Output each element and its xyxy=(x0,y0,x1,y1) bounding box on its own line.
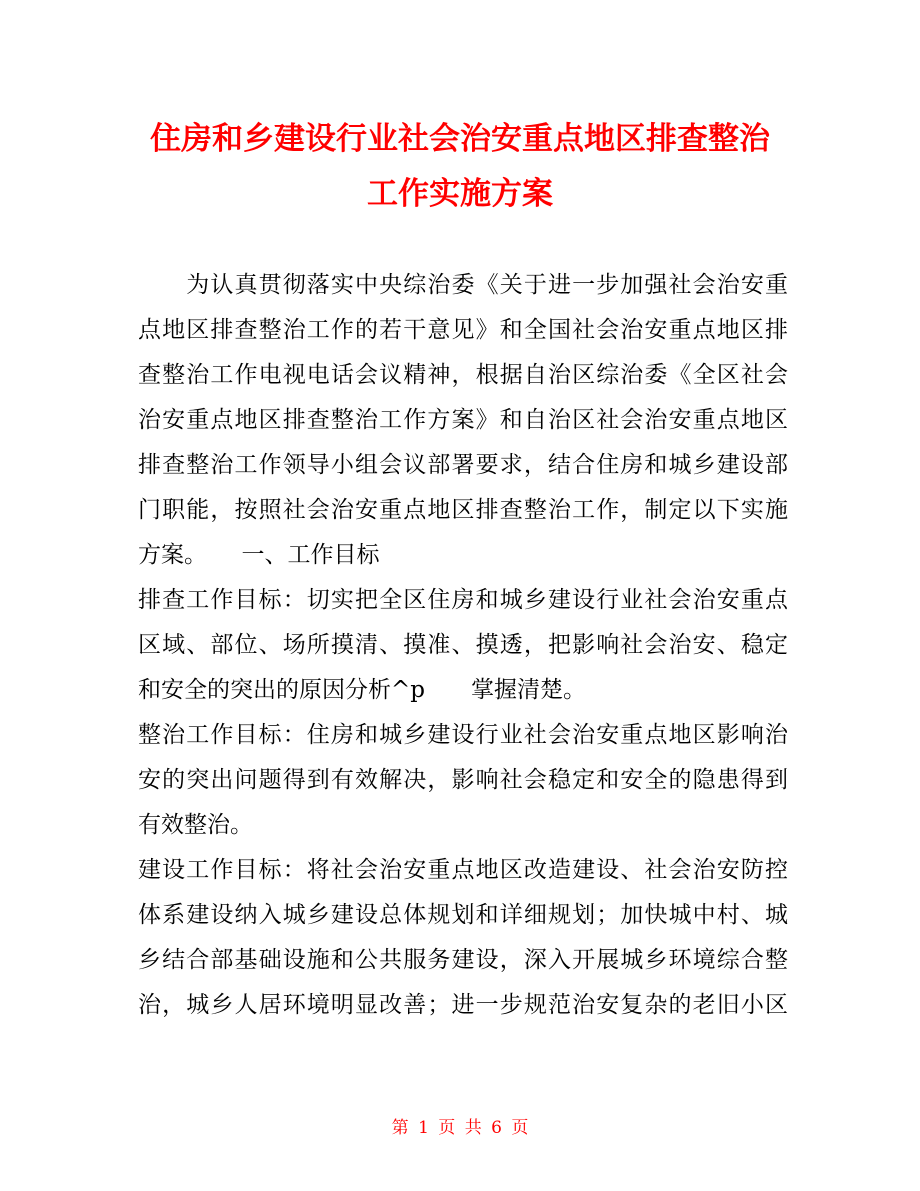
body-line: 排查工作目标：切实把全区住房和城乡建设行业社会治安重点 xyxy=(138,587,788,613)
page-number-footer: 第 1 页 共 6 页 xyxy=(391,1118,529,1138)
body-line: 治，城乡人居环境明显改善；进一步规范治安复杂的老旧小区 xyxy=(138,992,788,1018)
body-line: 点地区排查整治工作的若干意见》和全国社会治安重点地区排 xyxy=(138,317,788,343)
body-line: 治安重点地区排查整治工作方案》和自治区社会治安重点地区 xyxy=(138,407,788,433)
document-title-line-2: 工作实施方案 xyxy=(367,176,553,212)
document-body xyxy=(138,263,788,1028)
body-line: 门职能，按照社会治安重点地区排查整治工作，制定以下实施 xyxy=(138,497,788,523)
body-line: 安的突出问题得到有效解决，影响社会稳定和安全的隐患得到 xyxy=(138,767,788,793)
body-line: 体系建设纳入城乡建设总体规划和详细规划；加快城中村、城 xyxy=(138,902,788,928)
body-line: 乡结合部基础设施和公共服务建设，深入开展城乡环境综合整 xyxy=(138,947,788,973)
body-line: 整治工作目标：住房和城乡建设行业社会治安重点地区影响治 xyxy=(138,722,788,748)
body-line: 区域、部位、场所摸清、摸准、摸透，把影响社会治安、稳定 xyxy=(138,632,788,658)
document-title-line-1: 住房和乡建设行业社会治安重点地区排查整治 xyxy=(150,121,770,157)
body-line: 有效整治。 xyxy=(138,812,253,838)
body-line: 和安全的突出的原因分析^p 掌握清楚。 xyxy=(138,677,586,703)
body-line: 建设工作目标：将社会治安重点地区改造建设、社会治安防控 xyxy=(138,857,788,883)
body-line: 方案。 一、工作目标 xyxy=(138,542,380,568)
body-line: 查整治工作电视电话会议精神，根据自治区综治委《全区社会 xyxy=(138,362,788,388)
body-line: 排查整治工作领导小组会议部署要求，结合住房和城乡建设部 xyxy=(138,452,788,478)
body-line: 为认真贯彻落实中央综治委《关于进一步加强社会治安重 xyxy=(138,272,788,298)
